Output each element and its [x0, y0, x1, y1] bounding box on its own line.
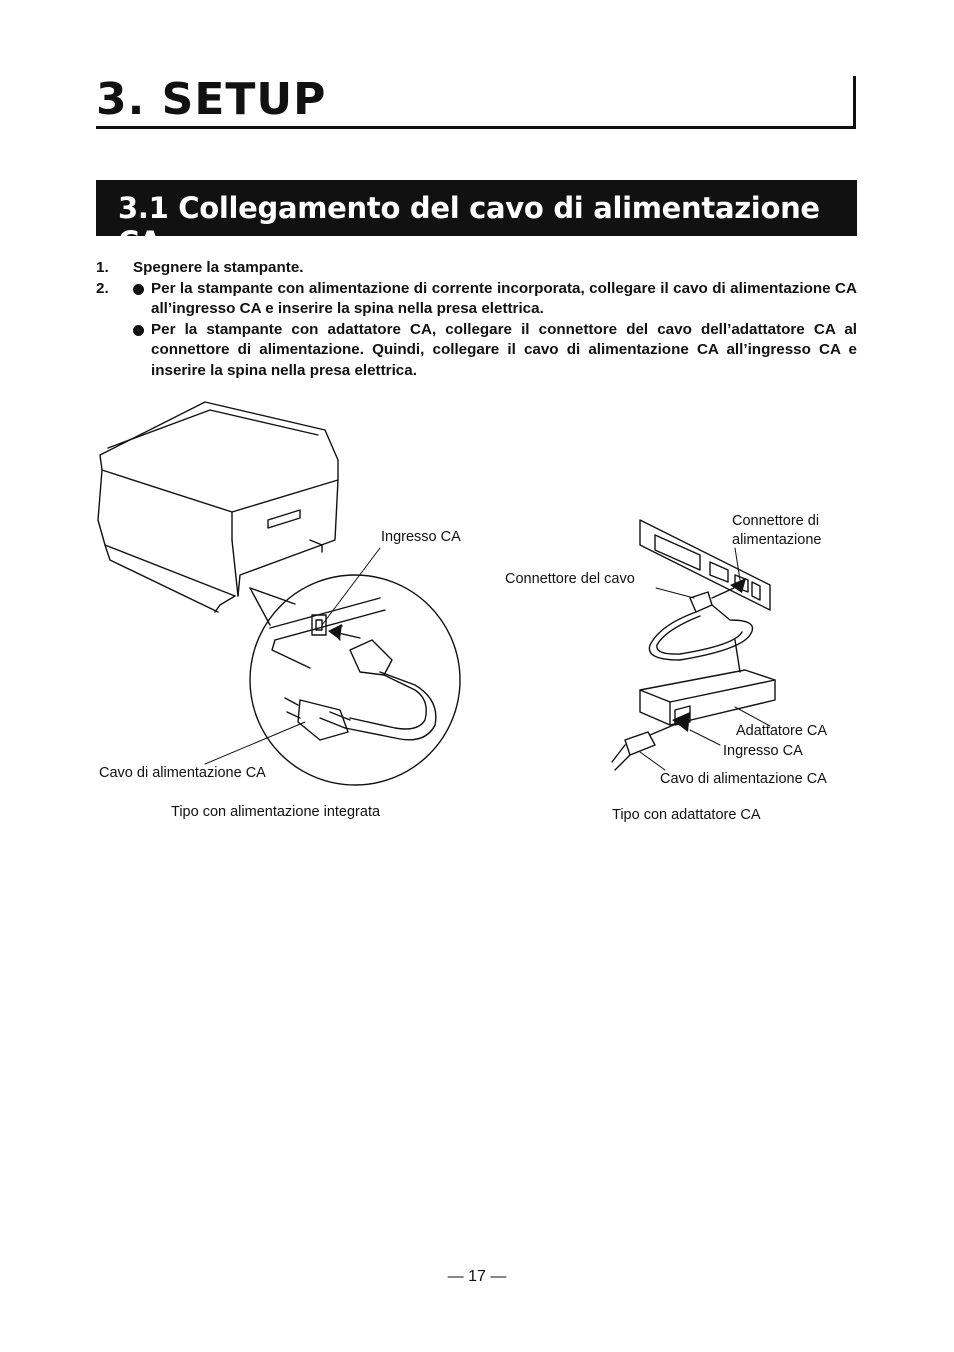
label-power-connector-line2: alimentazione	[732, 532, 822, 548]
label-power-cord-left: Cavo di alimentazione CA	[99, 765, 266, 781]
inlet-callout	[250, 575, 460, 785]
label-cable-connector: Connettore del cavo	[505, 571, 635, 587]
label-ac-inlet-right: Ingresso CA	[723, 743, 803, 759]
chapter-title-text: 3. SETUP	[96, 74, 327, 125]
caption-integrated-type: Tipo con alimentazione integrata	[171, 804, 381, 820]
bullet-text: Per la stampante con adattatore CA, collegare il connettore del cavo dell’adattatore CA al connettore di alimentazione. Quindi, collegare il cavo di alimentazione CA all’ingresso CA e inserire la spina nella presa elettrica.	[151, 320, 857, 379]
step-text: Spegnere la stampante.	[133, 259, 304, 276]
step-number: 2.	[96, 279, 109, 297]
printer-illustration	[98, 402, 338, 612]
page-number: — 17 —	[447, 1268, 507, 1285]
adapter-cable	[649, 592, 752, 672]
ac-adapter-illustration	[640, 670, 775, 725]
caption-adapter-type: Tipo con adattatore CA	[612, 807, 761, 823]
label-power-cord-right: Cavo di alimentazione CA	[660, 771, 827, 787]
section-title: 3.1 Collegamento del cavo di alimentazione CA	[118, 191, 820, 259]
label-ac-inlet-left: Ingresso CA	[381, 529, 461, 545]
label-ac-adapter: Adattatore CA	[736, 723, 828, 739]
step-number: 1.	[96, 259, 109, 276]
ac-power-cord	[612, 732, 655, 770]
label-power-connector-line1: Connettore di	[732, 513, 820, 529]
bullet-text: Per la stampante con alimentazione di corrente incorporata, collegare il cavo di alimentazione CA all’ingresso CA e inserire la spina nella presa elettrica.	[151, 279, 857, 317]
